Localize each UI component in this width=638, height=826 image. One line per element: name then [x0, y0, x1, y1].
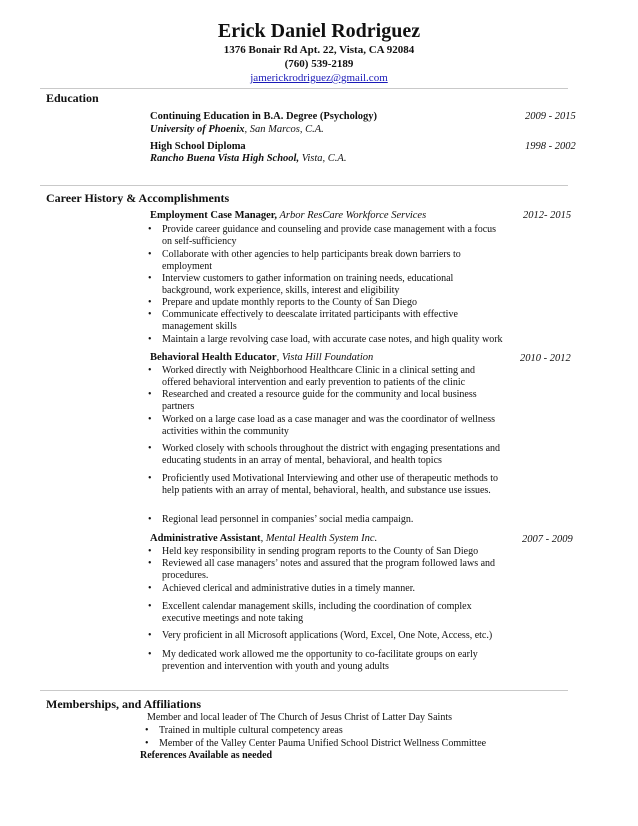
divider: [40, 88, 568, 89]
list-item: • Proficiently used Motivational Interviewing and other use of therapeutic methods to help patients with an array of mental, behavioral, health, and substance use issues.: [148, 473, 499, 496]
job-dates: 2007 - 2009: [522, 534, 573, 545]
education-dates: 2009 - 2015: [525, 111, 576, 122]
job-org: , Mental Health System Inc.: [260, 533, 378, 544]
list-item: • Member of the Valley Center Pauma Unified School District Wellness Committee: [145, 738, 487, 749]
list-item: • Held key responsibility in sending program reports to the County of San Diego: [148, 546, 479, 557]
school-name: Rancho Buena Vista High School,: [150, 153, 300, 164]
list-item: • Provide career guidance and counseling and provide case management with a focus on self-sufficiency: [148, 224, 497, 247]
list-item: • Excellent calendar management skills, including the coordination of complex executive meetings and note taking: [148, 601, 472, 624]
section-heading-career: Career History & Accomplishments: [46, 191, 230, 205]
divider: [40, 690, 568, 691]
membership-line: Member and local leader of The Church of Jesus Christ of Latter Day Saints: [147, 712, 453, 723]
job-role: Employment Case Manager,: [150, 210, 278, 221]
list-item: • Trained in multiple cultural competency areas: [145, 725, 343, 736]
education-dates: 1998 - 2002: [525, 141, 576, 152]
job-title: [150, 533, 510, 544]
job-dates: 2012- 2015: [523, 210, 572, 221]
resume-name: Erick Daniel Rodriguez: [217, 20, 421, 42]
list-item: • Reviewed all case managers’ notes and assured that the program followed laws and procedures.: [148, 558, 496, 581]
list-item: • Regional lead personnel in companies’ social media campaign.: [148, 514, 414, 525]
education-degree: High School Diploma: [150, 141, 246, 152]
list-item: • Very proficient in all Microsoft applications (Word, Excel, One Note, Access, etc.): [148, 630, 493, 641]
job-title: [150, 210, 510, 221]
phone: (760) 539-2189: [284, 58, 354, 70]
address: 1376 Bonair Rd Apt. 22, Vista, CA 92084: [223, 44, 415, 56]
list-item: • My dedicated work allowed me the opportunity to co-facilitate groups on early prevention and intervention with youth and young adults: [148, 649, 478, 672]
job-org: , Vista Hill Foundation: [276, 352, 374, 363]
school-location: Vista, C.A.: [299, 153, 347, 164]
job-role: Administrative Assistant: [150, 533, 261, 544]
list-item: • Researched and created a resource guide for the community and local business partners: [148, 389, 477, 412]
references-note: References Available as needed: [140, 750, 273, 761]
divider: [40, 185, 568, 186]
section-heading-memberships: Memberships, and Affiliations: [46, 697, 202, 711]
list-item: • Worked on a large case load as a case manager and was the coordinator of wellness activities within the community: [148, 414, 496, 437]
list-item: • Interview customers to gather information on training needs, educational background, work experience, skills, interest and eligibility: [148, 273, 454, 296]
job-title: [150, 352, 510, 363]
list-item: • Collaborate with other agencies to help participants break down barriers to employment: [148, 249, 461, 272]
education-degree: Continuing Education in B.A. Degree (Psychology): [150, 111, 378, 122]
section-heading-education: Education: [46, 91, 99, 105]
email-link[interactable]: jamerickrodriguez@gmail.com: [250, 72, 388, 84]
job-dates: 2010 - 2012: [520, 353, 571, 364]
education-school: [150, 124, 510, 135]
list-item: • Achieved clerical and administrative duties in a timely manner.: [148, 583, 415, 594]
job-org: Arbor ResCare Workforce Services: [277, 210, 427, 221]
list-item: • Communicate effectively to deescalate irritated participants with effective management skills: [148, 309, 458, 332]
school-location: , San Marcos, C.A.: [244, 124, 324, 135]
school-name: University of Phoenix: [150, 124, 245, 135]
list-item: • Worked closely with schools throughout the district with engaging presentations and educating students in an array of mental, behavioral, and health topics: [148, 443, 501, 466]
education-school: [150, 153, 510, 164]
list-item: • Worked directly with Neighborhood Healthcare Clinic in a clinical setting and offered behavioral intervention and early prevention to patients of the clinic: [148, 365, 475, 388]
job-role: Behavioral Health Educator: [150, 352, 277, 363]
list-item: • Maintain a large revolving case load, with accurate case notes, and high quality work: [148, 334, 503, 345]
list-item: • Prepare and update monthly reports to the County of San Diego: [148, 297, 417, 308]
